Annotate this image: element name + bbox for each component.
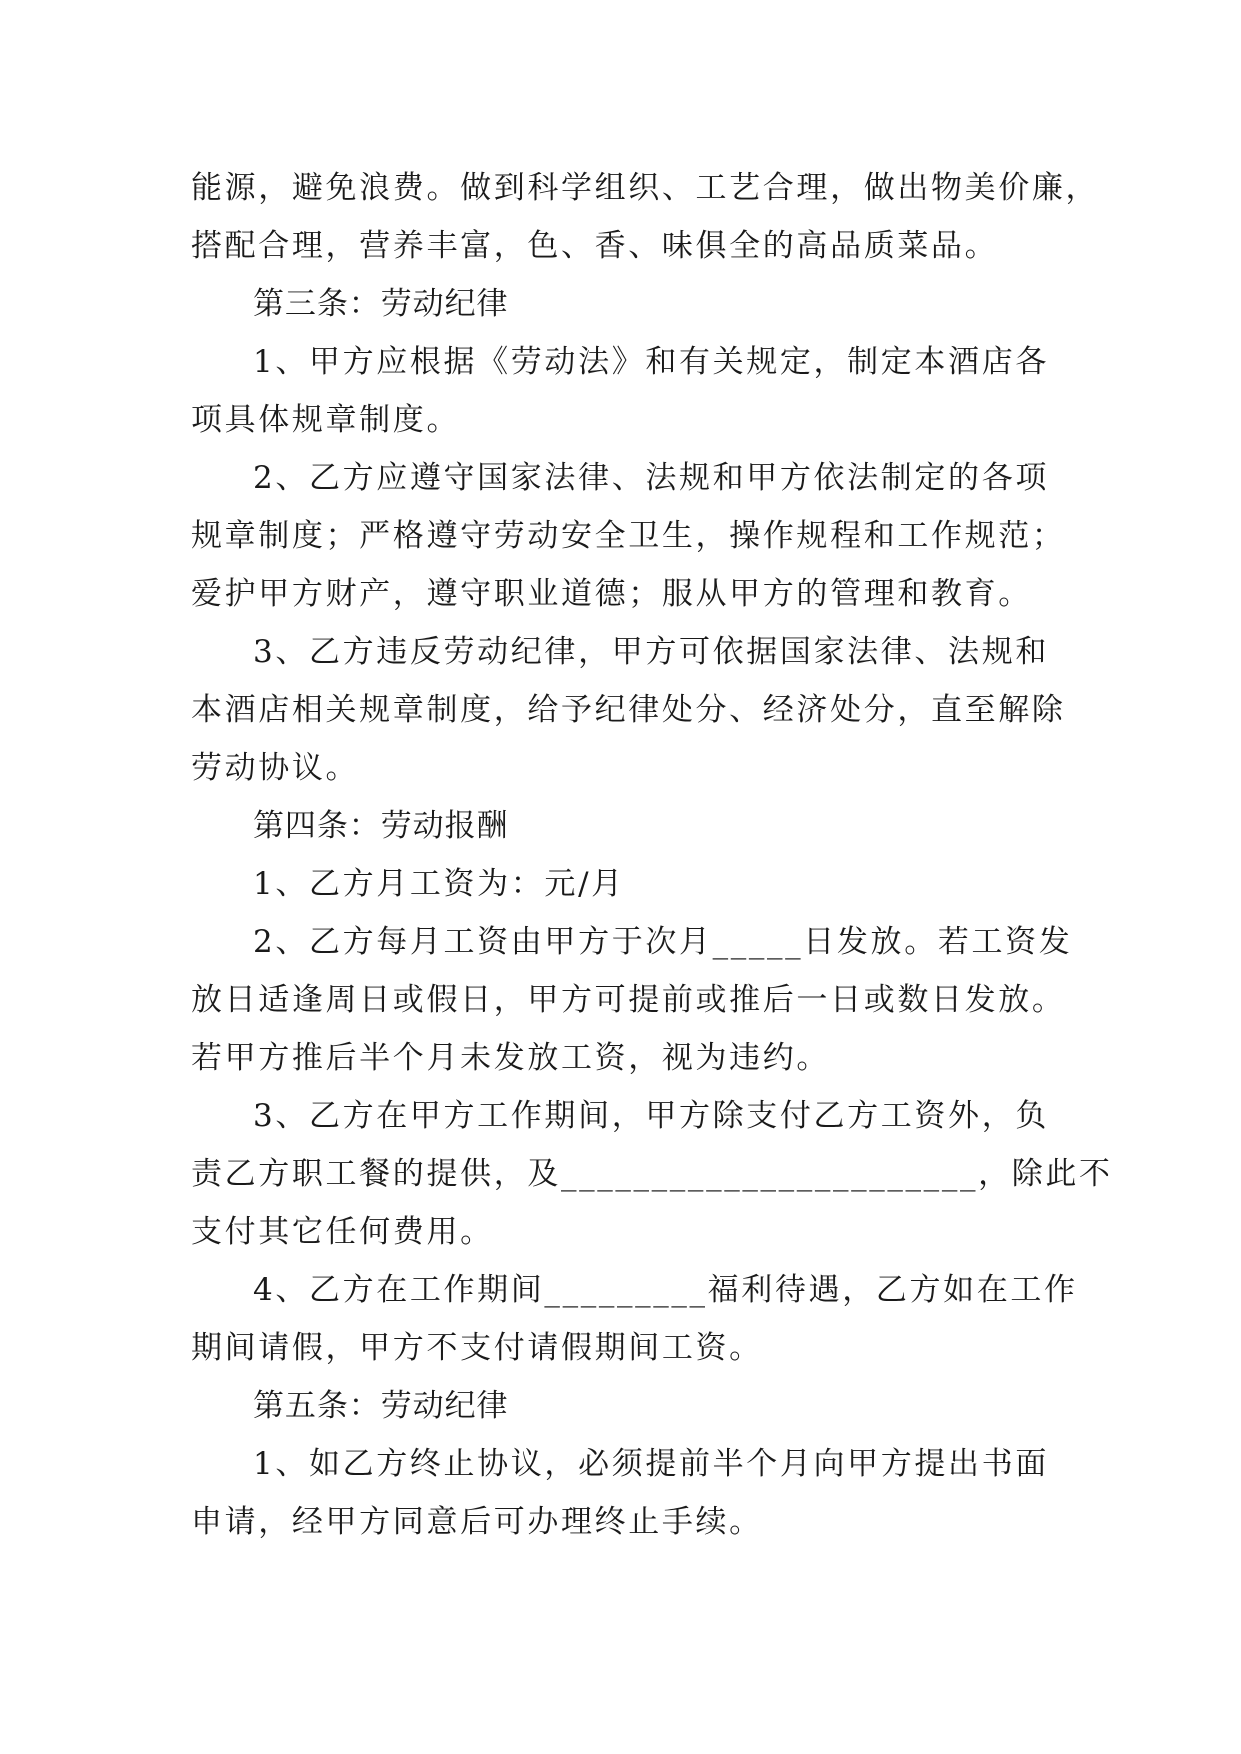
clause-4-2-line: 2、乙方每月工资由甲方于次月_____日发放。若工资发 xyxy=(253,924,1073,960)
section-heading-3: 第三条：劳动纪律 xyxy=(253,286,509,322)
clause-3-3-line: 本酒店相关规章制度，给予纪律处分、经济处分，直至解除 xyxy=(191,692,1066,728)
clause-4-3-line: 支付其它任何费用。 xyxy=(191,1214,494,1250)
clause-5-1-line: 1、如乙方终止协议，必须提前半个月向甲方提出书面 xyxy=(253,1446,1049,1482)
clause-5-1-line: 申请，经甲方同意后可办理终止手续。 xyxy=(191,1504,763,1540)
clause-3-3-line: 劳动协议。 xyxy=(191,750,360,786)
clause-4-2-line: 放日适逢周日或假日，甲方可提前或推后一日或数日发放。 xyxy=(191,982,1066,1018)
clause-3-1-line: 项具体规章制度。 xyxy=(191,402,461,438)
clause-3-1-line: 1、甲方应根据《劳动法》和有关规定，制定本酒店各 xyxy=(253,344,1049,380)
clause-3-2-line: 2、乙方应遵守国家法律、法规和甲方依法制定的各项 xyxy=(253,460,1049,496)
clause-4-1-line: 1、乙方月工资为：元/月 xyxy=(253,866,625,902)
clause-4-3-line: 责乙方职工餐的提供，及_______________________，除此不 xyxy=(191,1156,1113,1192)
clause-3-2-line: 规章制度；严格遵守劳动安全卫生，操作规程和工作规范； xyxy=(191,518,1066,554)
clause-3-2-line: 爱护甲方财产，遵守职业道德；服从甲方的管理和教育。 xyxy=(191,576,1032,612)
clause-4-4-line: 期间请假，甲方不支付请假期间工资。 xyxy=(191,1330,763,1366)
body-text-line: 能源，避免浪费。做到科学组织、工艺合理，做出物美价廉， xyxy=(191,170,1100,206)
clause-4-2-line: 若甲方推后半个月未发放工资，视为违约。 xyxy=(191,1040,831,1076)
clause-4-4-line: 4、乙方在工作期间_________福利待遇，乙方如在工作 xyxy=(253,1272,1078,1308)
body-text-line: 搭配合理，营养丰富，色、香、味俱全的高品质菜品。 xyxy=(191,228,999,264)
section-heading-5: 第五条：劳动纪律 xyxy=(253,1388,509,1424)
section-heading-4: 第四条：劳动报酬 xyxy=(253,808,509,844)
clause-3-3-line: 3、乙方违反劳动纪律，甲方可依据国家法律、法规和 xyxy=(253,634,1049,670)
clause-4-3-line: 3、乙方在甲方工作期间，甲方除支付乙方工资外，负 xyxy=(253,1098,1049,1134)
